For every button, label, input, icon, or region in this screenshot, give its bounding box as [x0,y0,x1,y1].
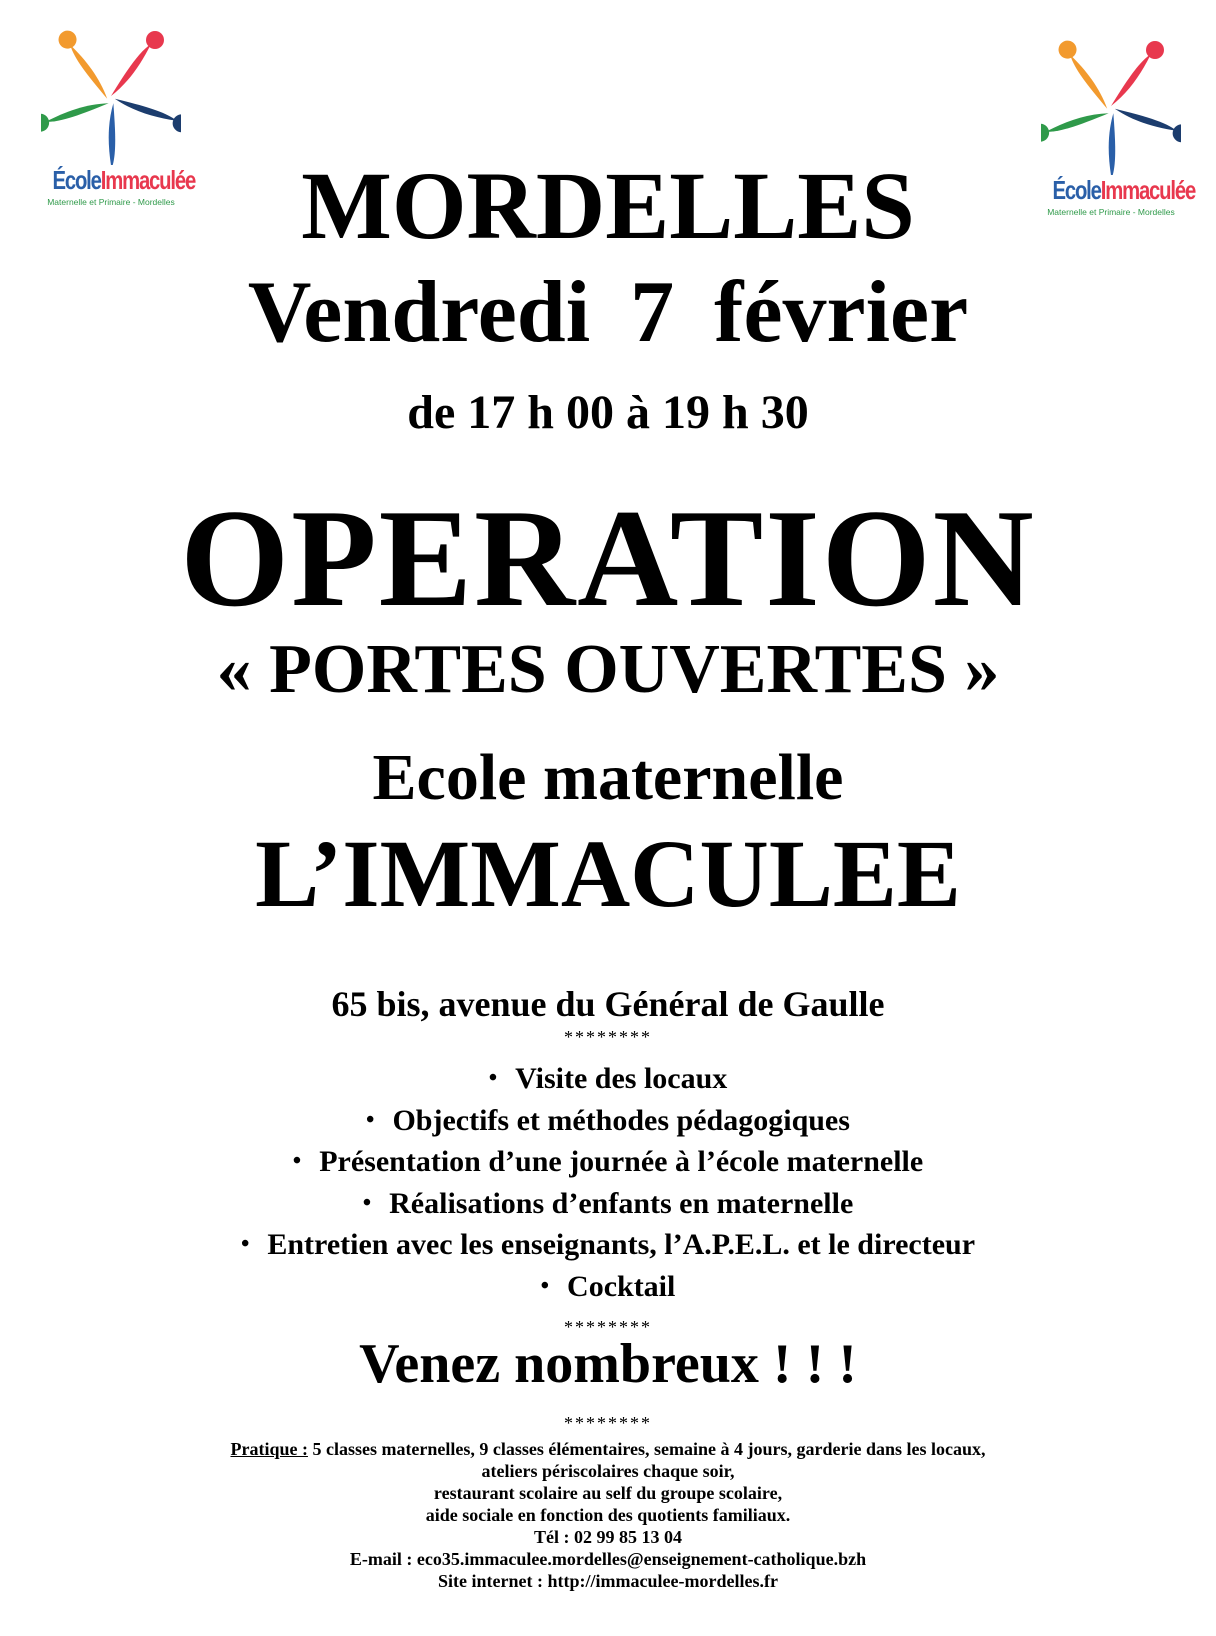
event-title: OPERATION [180,481,1036,636]
list-item: • Réalisations d’enfants en maternelle [0,1183,1216,1225]
logo-name: ÉcoleImmaculée [52,165,196,195]
separator: ******** [564,1413,652,1433]
activities-list [0,1058,1216,1307]
list-item: • Présentation d’une journée à l’école maternelle [0,1141,1216,1183]
separator: ******** [564,1027,652,1047]
bullet-icon: • [540,1272,550,1299]
list-item: • Objectifs et méthodes pédagogiques [0,1100,1216,1142]
school-name: L’IMMACULEE [255,820,961,927]
event-date: Vendredi 7 février [247,264,969,361]
email-address: E-mail : eco35.immaculee.mordelles@enseignement-catholique.bzh [349,1549,867,1569]
phone-number: Tél : 02 99 85 13 04 [534,1527,682,1547]
practical-info [0,1438,1216,1592]
list-item: • Entretien avec les enseignants, l’A.P.E.L. et le directeur [0,1224,1216,1266]
bullet-icon: • [240,1231,250,1257]
list-item: • Cocktail [0,1266,1216,1308]
town-heading: MORDELLES [301,152,915,259]
event-time: de 17 h 00 à 19 h 30 [407,386,809,439]
event-subtitle: « PORTES OUVERTES » [216,631,1000,708]
school-address: 65 bis, avenue du Général de Gaulle [331,984,885,1024]
school-type: Ecole maternelle [372,741,844,814]
practical-line-3: restaurant scolaire au self du groupe scolaire, [433,1483,783,1503]
logo-subtitle: Maternelle et Primaire - Mordelles [47,197,175,207]
website-url: Site internet : http://immaculee-mordelles.fr [438,1571,778,1591]
separator: ******** [564,1317,652,1337]
bullet-icon: • [362,1189,372,1216]
logo-subtitle: Maternelle et Primaire - Mordelles [1047,207,1175,217]
logo-name: ÉcoleImmaculée [1052,175,1196,205]
practical-line-2: ateliers périscolaires chaque soir, [481,1461,735,1481]
bullet-icon: • [366,1106,375,1133]
call-to-action: Venez nombreux ! ! ! [359,1333,857,1395]
bullet-icon: • [292,1148,302,1174]
school-logo-figures [41,30,181,165]
practical-line-1: Pratique : 5 classes maternelles, 9 classes élémentaires, semaine à 4 jours, garderie dans les locaux, [230,1439,986,1459]
list-item: • Visite des locaux [0,1058,1216,1100]
practical-label: Pratique : [230,1439,308,1459]
practical-line-4: aide sociale en fonction des quotients familiaux. [425,1505,791,1525]
bullet-icon: • [488,1065,498,1091]
